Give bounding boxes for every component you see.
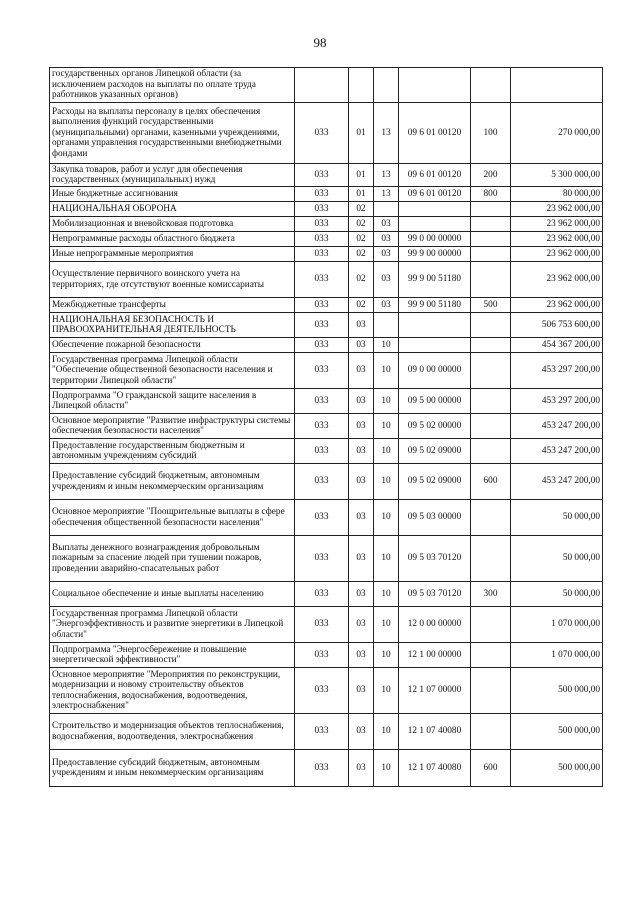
section-code-cell: 03 xyxy=(349,536,374,582)
target-article-cell: 09 5 03 70120 xyxy=(399,536,471,582)
section-code-cell: 02 xyxy=(349,298,374,313)
ministry-code-cell: 033 xyxy=(295,607,349,643)
expense-type-cell: 600 xyxy=(471,750,511,787)
row-name-cell: Иные непрограммные мероприятия xyxy=(50,247,295,262)
amount-cell: 5 300 000,00 xyxy=(511,164,603,187)
subsection-code-cell: 10 xyxy=(374,668,399,714)
subsection-code-cell: 10 xyxy=(374,607,399,643)
ministry-code-cell: 033 xyxy=(295,353,349,389)
subsection-code-cell: 10 xyxy=(374,338,399,353)
row-name-cell: Государственная программа Липецкой области "Обеспечение общественной безопасности населения и территории Липецкой области" xyxy=(50,353,295,389)
table-row xyxy=(50,643,603,668)
table-row xyxy=(50,414,603,439)
subsection-code-cell xyxy=(374,68,399,103)
expense-type-cell xyxy=(471,313,511,338)
section-code-cell: 03 xyxy=(349,353,374,389)
expense-type-cell xyxy=(471,643,511,668)
table-row xyxy=(50,313,603,338)
table-row xyxy=(50,464,603,500)
subsection-code-cell: 10 xyxy=(374,536,399,582)
amount-cell: 23 962 000,00 xyxy=(511,247,603,262)
table-row xyxy=(50,68,603,103)
table-row xyxy=(50,500,603,536)
amount-cell: 23 962 000,00 xyxy=(511,262,603,298)
expense-type-cell xyxy=(471,232,511,247)
expense-type-cell xyxy=(471,217,511,232)
row-name-cell: Предоставление субсидий бюджетным, автономным учреждениям и иным некоммерческим организациям xyxy=(50,464,295,500)
table-row xyxy=(50,439,603,464)
amount-cell: 23 962 000,00 xyxy=(511,298,603,313)
section-code-cell: 02 xyxy=(349,247,374,262)
row-name-cell: Основное мероприятие "Развитие инфраструктуры системы обеспечения безопасности населения" xyxy=(50,414,295,439)
target-article-cell: 09 6 01 00120 xyxy=(399,103,471,164)
row-name-cell: Иные бюджетные ассигнования xyxy=(50,187,295,202)
subsection-code-cell: 13 xyxy=(374,164,399,187)
table-row xyxy=(50,536,603,582)
row-name-cell: Основное мероприятие "Мероприятия по реконструкции, модернизации и новому строительству объектов теплоснабжения, водоснабжения, водоотведения, электроснабжения" xyxy=(50,668,295,714)
expense-type-cell xyxy=(471,536,511,582)
table-row xyxy=(50,232,603,247)
table-row xyxy=(50,668,603,714)
table-row xyxy=(50,582,603,607)
target-article-cell xyxy=(399,313,471,338)
ministry-code-cell: 033 xyxy=(295,750,349,787)
section-code-cell: 02 xyxy=(349,232,374,247)
section-code-cell: 03 xyxy=(349,313,374,338)
table-row xyxy=(50,353,603,389)
amount-cell: 270 000,00 xyxy=(511,103,603,164)
expense-type-cell: 800 xyxy=(471,187,511,202)
target-article-cell: 99 9 00 00000 xyxy=(399,247,471,262)
ministry-code-cell: 033 xyxy=(295,338,349,353)
table-row xyxy=(50,262,603,298)
amount-cell xyxy=(511,68,603,103)
amount-cell: 80 000,00 xyxy=(511,187,603,202)
amount-cell: 50 000,00 xyxy=(511,582,603,607)
subsection-code-cell: 10 xyxy=(374,464,399,500)
subsection-code-cell: 10 xyxy=(374,714,399,750)
table-row xyxy=(50,202,603,217)
table-row xyxy=(50,164,603,187)
ministry-code-cell: 033 xyxy=(295,217,349,232)
target-article-cell xyxy=(399,68,471,103)
ministry-code-cell: 033 xyxy=(295,414,349,439)
expense-type-cell: 200 xyxy=(471,164,511,187)
amount-cell: 50 000,00 xyxy=(511,536,603,582)
row-name-cell: Подпрограмма "Энергосбережение и повышение энергетической эффективности" xyxy=(50,643,295,668)
expense-type-cell: 300 xyxy=(471,582,511,607)
ministry-code-cell: 033 xyxy=(295,643,349,668)
section-code-cell: 03 xyxy=(349,500,374,536)
ministry-code-cell: 033 xyxy=(295,187,349,202)
expense-type-cell xyxy=(471,68,511,103)
budget-table xyxy=(49,67,603,787)
expense-type-cell xyxy=(471,262,511,298)
section-code-cell: 03 xyxy=(349,750,374,787)
target-article-cell: 99 9 00 51180 xyxy=(399,298,471,313)
section-code-cell: 03 xyxy=(349,714,374,750)
target-article-cell xyxy=(399,217,471,232)
section-code-cell: 03 xyxy=(349,582,374,607)
section-code-cell: 01 xyxy=(349,187,374,202)
row-name-cell: Социальное обеспечение и иные выплаты населению xyxy=(50,582,295,607)
page-number: 98 xyxy=(313,35,327,50)
row-name-cell: Закупка товаров, работ и услуг для обеспечения государственных (муниципальных) нужд xyxy=(50,164,295,187)
row-name-cell: Подпрограмма "О гражданской защите населения в Липецкой области" xyxy=(50,389,295,414)
ministry-code-cell: 033 xyxy=(295,464,349,500)
amount-cell: 453 297 200,00 xyxy=(511,389,603,414)
subsection-code-cell: 10 xyxy=(374,582,399,607)
table-row xyxy=(50,714,603,750)
target-article-cell: 12 1 07 40080 xyxy=(399,714,471,750)
expense-type-cell xyxy=(471,414,511,439)
amount-cell: 1 070 000,00 xyxy=(511,643,603,668)
target-article-cell: 09 5 03 70120 xyxy=(399,582,471,607)
expense-type-cell xyxy=(471,247,511,262)
section-code-cell: 01 xyxy=(349,103,374,164)
section-code-cell: 01 xyxy=(349,164,374,187)
subsection-code-cell: 03 xyxy=(374,232,399,247)
row-name-cell: государственных органов Липецкой области (за исключением расходов на выплаты по оплате труда работников указанных органов) xyxy=(50,68,295,103)
ministry-code-cell: 033 xyxy=(295,668,349,714)
table-row xyxy=(50,298,603,313)
section-code-cell: 02 xyxy=(349,217,374,232)
row-name-cell: Предоставление субсидий бюджетным, автономным учреждениям и иным некоммерческим организациям xyxy=(50,750,295,787)
subsection-code-cell xyxy=(374,202,399,217)
table-row xyxy=(50,187,603,202)
target-article-cell: 12 0 00 00000 xyxy=(399,607,471,643)
expense-type-cell xyxy=(471,668,511,714)
budget-table-body xyxy=(50,68,603,787)
table-row xyxy=(50,750,603,787)
target-article-cell: 09 6 01 00120 xyxy=(399,164,471,187)
target-article-cell: 99 9 00 51180 xyxy=(399,262,471,298)
section-code-cell: 03 xyxy=(349,643,374,668)
amount-cell: 453 247 200,00 xyxy=(511,464,603,500)
expense-type-cell xyxy=(471,389,511,414)
row-name-cell: Выплаты денежного вознаграждения добровольным пожарным за спасение людей при тушении пожаров, проведении аварийно-спасательных работ xyxy=(50,536,295,582)
subsection-code-cell: 10 xyxy=(374,750,399,787)
amount-cell: 500 000,00 xyxy=(511,714,603,750)
subsection-code-cell: 10 xyxy=(374,353,399,389)
ministry-code-cell: 033 xyxy=(295,536,349,582)
section-code-cell: 03 xyxy=(349,607,374,643)
row-name-cell: Межбюджетные трансферты xyxy=(50,298,295,313)
target-article-cell: 12 1 07 40080 xyxy=(399,750,471,787)
ministry-code-cell: 033 xyxy=(295,389,349,414)
expense-type-cell xyxy=(471,439,511,464)
row-name-cell: Осуществление первичного воинского учета на территориях, где отсутствуют военные комиссариаты xyxy=(50,262,295,298)
row-name-cell: Основное мероприятие "Поощрительные выплаты в сфере обеспечения общественной безопасности населения" xyxy=(50,500,295,536)
expense-type-cell: 500 xyxy=(471,298,511,313)
row-name-cell: Непрограммные расходы областного бюджета xyxy=(50,232,295,247)
section-code-cell: 02 xyxy=(349,202,374,217)
ministry-code-cell: 033 xyxy=(295,164,349,187)
target-article-cell: 09 6 01 00120 xyxy=(399,187,471,202)
target-article-cell: 12 1 00 00000 xyxy=(399,643,471,668)
expense-type-cell xyxy=(471,353,511,389)
expense-type-cell xyxy=(471,500,511,536)
ministry-code-cell: 033 xyxy=(295,202,349,217)
expense-type-cell: 100 xyxy=(471,103,511,164)
target-article-cell: 12 1 07 00000 xyxy=(399,668,471,714)
ministry-code-cell: 033 xyxy=(295,247,349,262)
amount-cell: 454 367 200,00 xyxy=(511,338,603,353)
ministry-code-cell: 033 xyxy=(295,232,349,247)
target-article-cell: 09 5 02 00000 xyxy=(399,414,471,439)
subsection-code-cell: 10 xyxy=(374,500,399,536)
row-name-cell: Обеспечение пожарной безопасности xyxy=(50,338,295,353)
amount-cell: 453 297 200,00 xyxy=(511,353,603,389)
ministry-code-cell: 033 xyxy=(295,103,349,164)
expense-type-cell xyxy=(471,607,511,643)
amount-cell: 506 753 600,00 xyxy=(511,313,603,338)
ministry-code-cell: 033 xyxy=(295,313,349,338)
amount-cell: 500 000,00 xyxy=(511,750,603,787)
table-row xyxy=(50,247,603,262)
target-article-cell: 99 0 00 00000 xyxy=(399,232,471,247)
subsection-code-cell xyxy=(374,313,399,338)
row-name-cell: Мобилизационная и вневойсковая подготовка xyxy=(50,217,295,232)
section-code-cell: 03 xyxy=(349,439,374,464)
amount-cell: 50 000,00 xyxy=(511,500,603,536)
section-code-cell: 03 xyxy=(349,338,374,353)
row-name-cell: Государственная программа Липецкой области "Энергоэффективность и развитие энергетики в Липецкой области" xyxy=(50,607,295,643)
section-code-cell: 03 xyxy=(349,464,374,500)
subsection-code-cell: 03 xyxy=(374,262,399,298)
amount-cell: 453 247 200,00 xyxy=(511,414,603,439)
ministry-code-cell: 033 xyxy=(295,500,349,536)
subsection-code-cell: 10 xyxy=(374,439,399,464)
ministry-code-cell: 033 xyxy=(295,582,349,607)
target-article-cell xyxy=(399,338,471,353)
expense-type-cell xyxy=(471,202,511,217)
target-article-cell xyxy=(399,202,471,217)
ministry-code-cell: 033 xyxy=(295,298,349,313)
amount-cell: 23 962 000,00 xyxy=(511,202,603,217)
subsection-code-cell: 03 xyxy=(374,247,399,262)
row-name-cell: Предоставление государственным бюджетным и автономным учреждениям субсидий xyxy=(50,439,295,464)
table-row xyxy=(50,103,603,164)
ministry-code-cell: 033 xyxy=(295,714,349,750)
row-name-cell: Строительство и модернизация объектов теплоснабжения, водоснабжения, водоотведения, электроснабжения xyxy=(50,714,295,750)
subsection-code-cell: 10 xyxy=(374,643,399,668)
expense-type-cell: 600 xyxy=(471,464,511,500)
row-name-cell: Расходы на выплаты персоналу в целях обеспечения выполнения функций государственными (муниципальными) органами, казенными учреждениями, органами управления государственными внебюджетными фондами xyxy=(50,103,295,164)
ministry-code-cell: 033 xyxy=(295,439,349,464)
amount-cell: 23 962 000,00 xyxy=(511,232,603,247)
subsection-code-cell: 10 xyxy=(374,414,399,439)
amount-cell: 453 247 200,00 xyxy=(511,439,603,464)
target-article-cell: 09 5 03 00000 xyxy=(399,500,471,536)
ministry-code-cell: 033 xyxy=(295,262,349,298)
row-name-cell: НАЦИОНАЛЬНАЯ ОБОРОНА xyxy=(50,202,295,217)
section-code-cell: 03 xyxy=(349,414,374,439)
target-article-cell: 09 5 02 09000 xyxy=(399,464,471,500)
subsection-code-cell: 03 xyxy=(374,298,399,313)
target-article-cell: 09 5 00 00000 xyxy=(399,389,471,414)
expense-type-cell xyxy=(471,338,511,353)
section-code-cell xyxy=(349,68,374,103)
expense-type-cell xyxy=(471,714,511,750)
section-code-cell: 02 xyxy=(349,262,374,298)
section-code-cell: 03 xyxy=(349,389,374,414)
subsection-code-cell: 03 xyxy=(374,217,399,232)
target-article-cell: 09 0 00 00000 xyxy=(399,353,471,389)
table-row xyxy=(50,217,603,232)
table-row xyxy=(50,389,603,414)
amount-cell: 23 962 000,00 xyxy=(511,217,603,232)
subsection-code-cell: 13 xyxy=(374,187,399,202)
section-code-cell: 03 xyxy=(349,668,374,714)
amount-cell: 500 000,00 xyxy=(511,668,603,714)
subsection-code-cell: 10 xyxy=(374,389,399,414)
row-name-cell: НАЦИОНАЛЬНАЯ БЕЗОПАСНОСТЬ И ПРАВООХРАНИТЕЛЬНАЯ ДЕЯТЕЛЬНОСТЬ xyxy=(50,313,295,338)
table-row xyxy=(50,607,603,643)
target-article-cell: 09 5 02 09000 xyxy=(399,439,471,464)
amount-cell: 1 070 000,00 xyxy=(511,607,603,643)
subsection-code-cell: 13 xyxy=(374,103,399,164)
ministry-code-cell xyxy=(295,68,349,103)
table-row xyxy=(50,338,603,353)
